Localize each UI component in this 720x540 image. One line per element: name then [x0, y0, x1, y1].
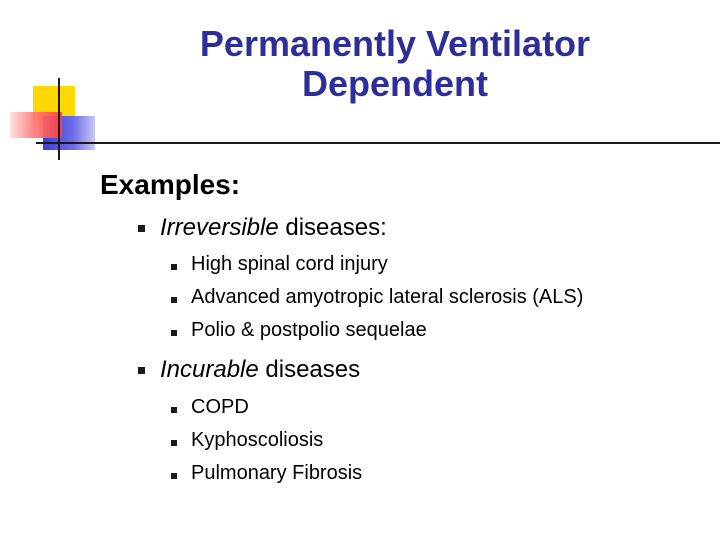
square-bullet-icon	[171, 440, 177, 446]
square-bullet-icon	[138, 225, 145, 232]
bullet-irreversible-diseases	[160, 213, 387, 243]
title-underline-rule	[36, 142, 720, 144]
square-bullet-icon	[171, 473, 177, 479]
square-bullet-icon	[138, 367, 145, 374]
slide-title	[125, 24, 665, 104]
square-bullet-icon	[171, 407, 177, 413]
irreversible-label-rest: diseases:	[278, 214, 387, 241]
list-item: Polio & postpolio sequelae	[191, 319, 427, 341]
incurable-label: Incurable	[160, 356, 259, 383]
list-item: Pulmonary Fibrosis	[191, 462, 363, 484]
list-item: High spinal cord injury	[191, 253, 388, 275]
logo-vertical-rule	[58, 78, 60, 160]
irreversible-label: Irreversible	[160, 214, 279, 241]
title-line-1: Permanently Ventilator	[199, 23, 591, 64]
examples-heading: Examples:	[100, 169, 241, 200]
list-item: COPD	[191, 396, 249, 418]
logo-red-square	[10, 112, 62, 138]
square-bullet-icon	[171, 264, 177, 270]
title-line-2: Dependent	[301, 63, 488, 104]
list-item: Advanced amyotropic lateral sclerosis (ALS)	[191, 286, 584, 308]
square-bullet-icon	[171, 297, 177, 303]
square-bullet-icon	[171, 330, 177, 336]
list-item: Kyphoscoliosis	[191, 429, 324, 451]
bullet-incurable-diseases	[160, 355, 360, 385]
incurable-label-rest: diseases	[258, 356, 361, 383]
